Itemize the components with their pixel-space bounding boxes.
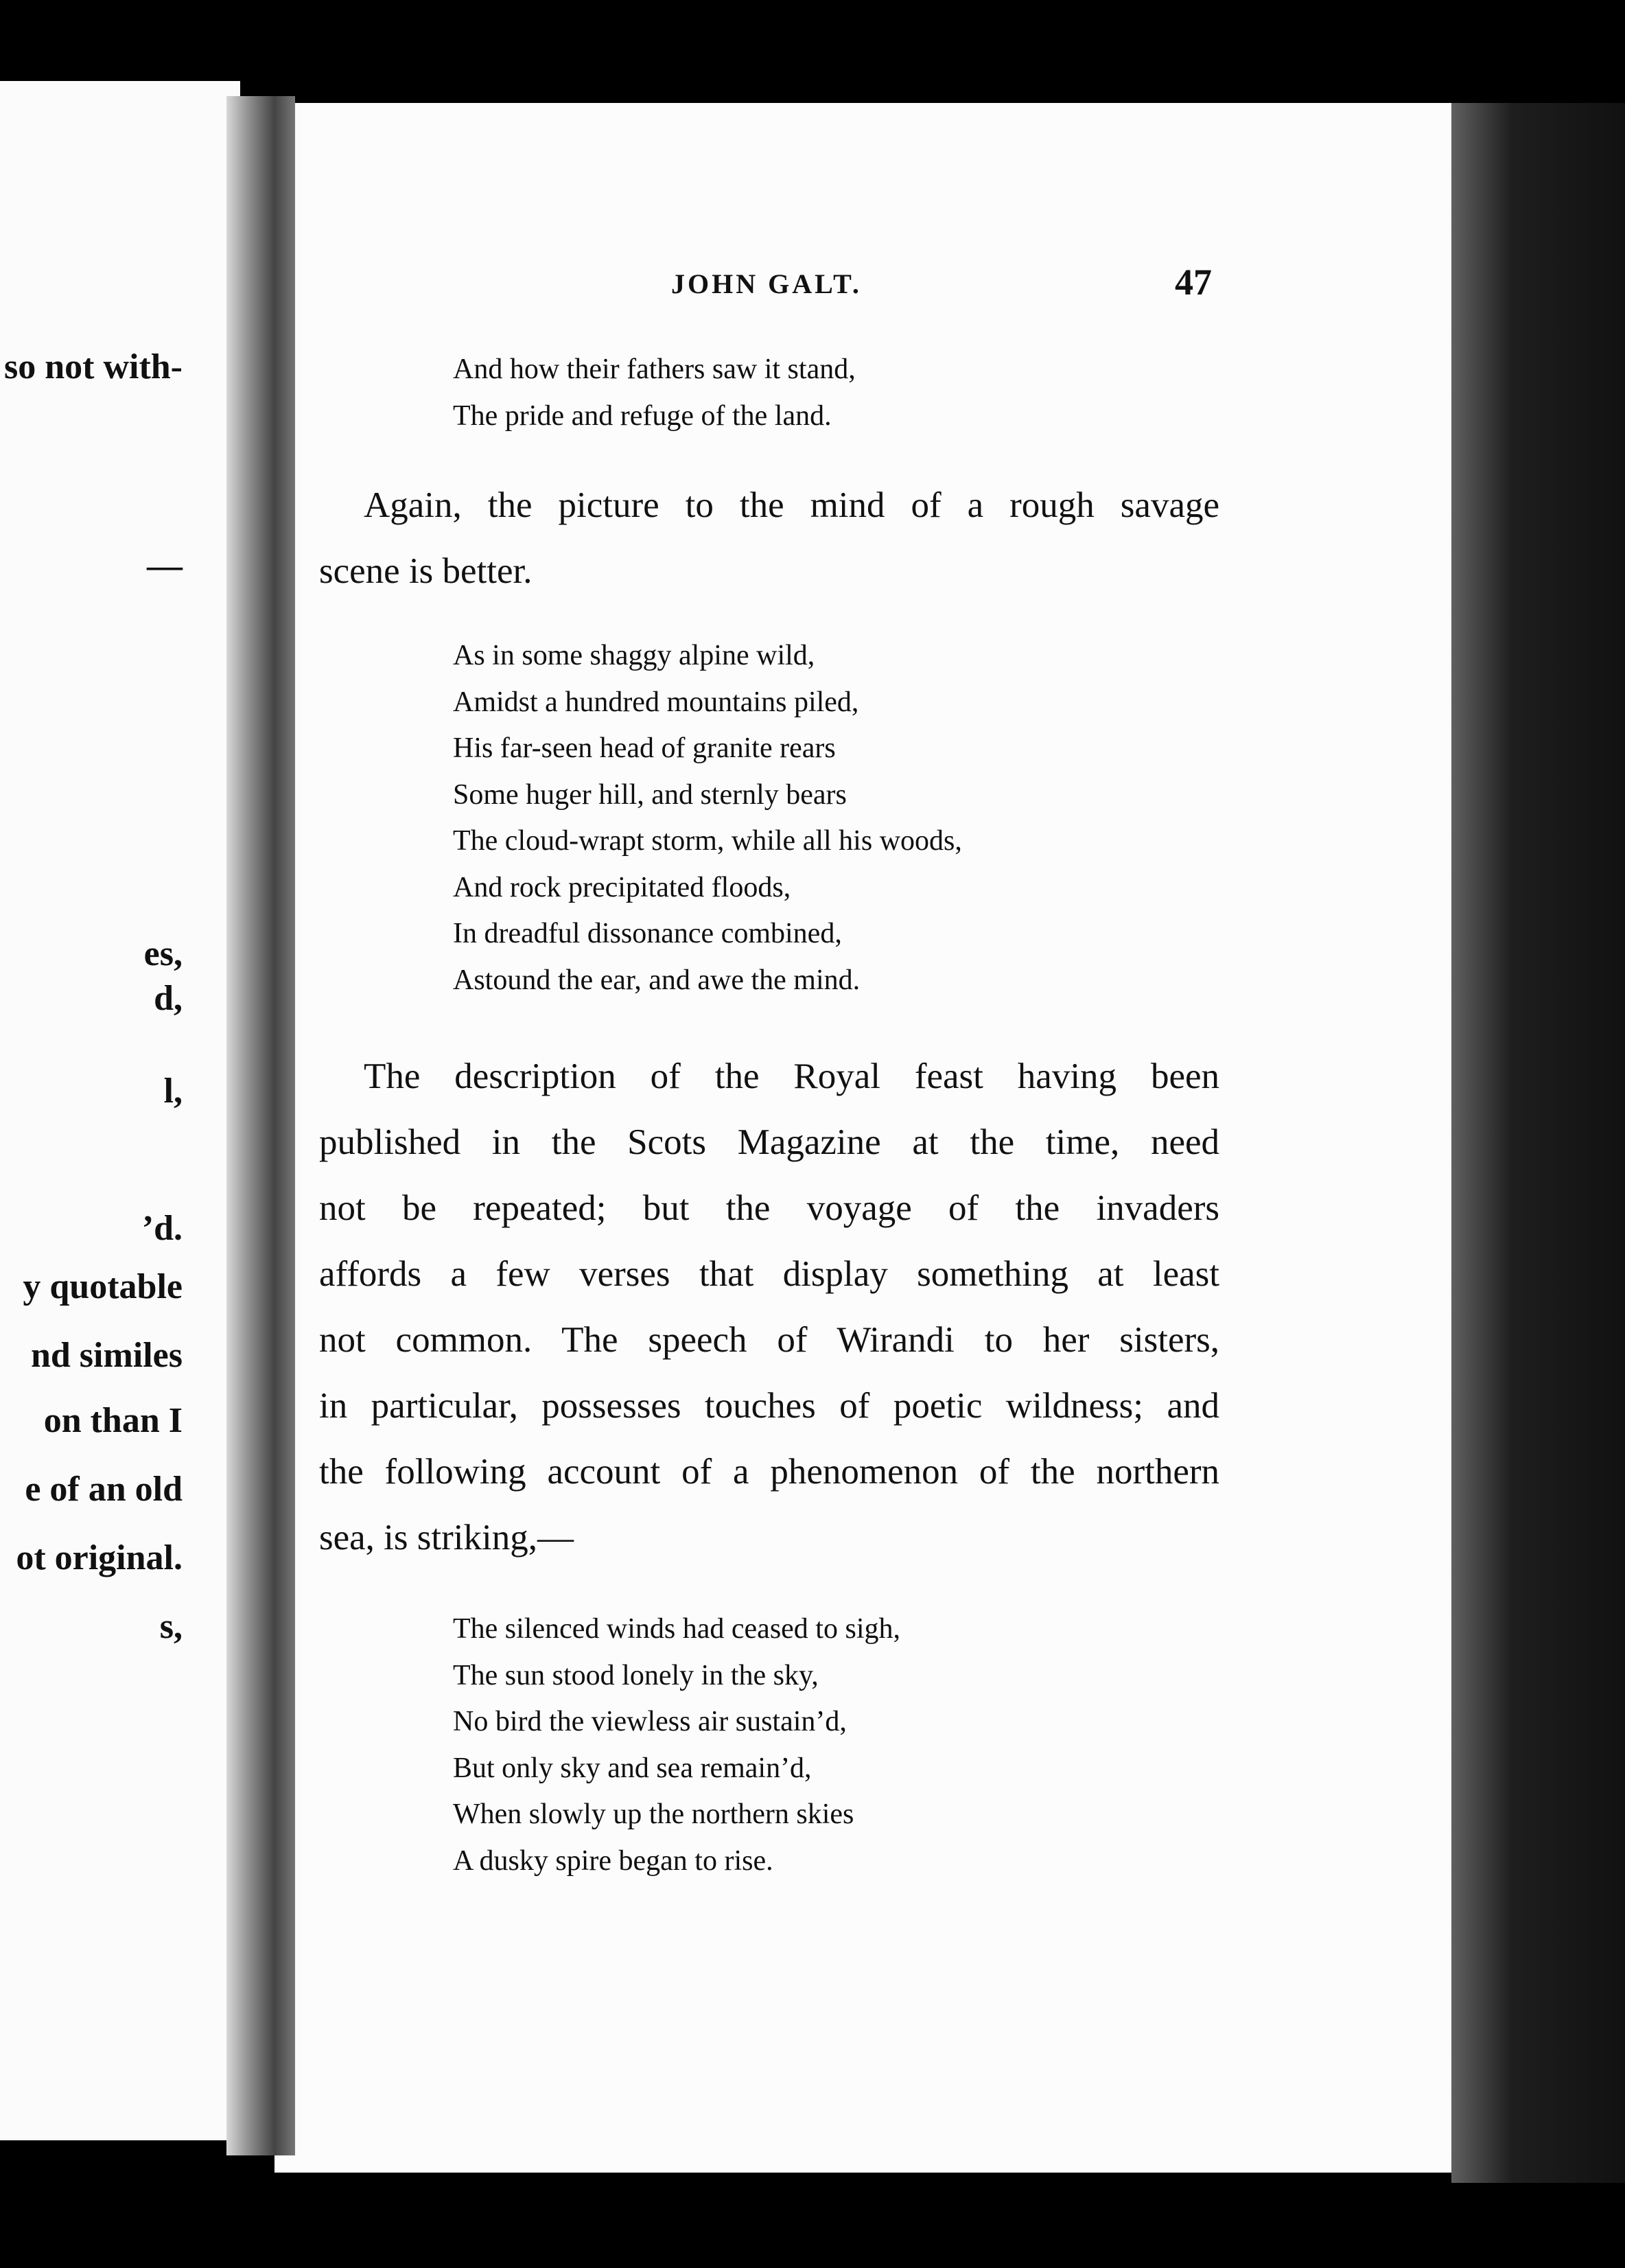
bleed-through — [1009, 367, 1016, 400]
prose-line: not common. The speech of Wirandi to her sisters, — [319, 1320, 1219, 1360]
verse-line: But only sky and sea remain’d, — [453, 1752, 812, 1784]
verse-line: The pride and refuge of the land. — [453, 400, 832, 432]
verse-line: Some huger hill, and sternly bears — [453, 778, 847, 811]
verse-line: No bird the viewless air sustain’d, — [453, 1706, 847, 1737]
left-page-fragment: nd similes — [30, 1336, 183, 1375]
verse-line: And how their fathers saw it stand, — [453, 354, 856, 385]
prose-line: The description of the Royal feast having been — [364, 1056, 1219, 1096]
prose-line: affords a few verses that display something at least — [319, 1254, 1219, 1294]
verse-block-3 — [453, 1606, 900, 1884]
left-page-fragment: s, — [159, 1607, 183, 1646]
verse-block-1 — [453, 347, 856, 439]
prose-line: published in the Scots Magazine at the time, need — [319, 1122, 1219, 1162]
verse-line: The sun stood lonely in the sky, — [453, 1659, 819, 1691]
left-page-fragment: e of an old — [25, 1470, 183, 1509]
left-page-fragment: ot original. — [16, 1538, 183, 1577]
left-page — [0, 81, 240, 2140]
verse-line: Astound the ear, and awe the mind. — [453, 964, 861, 996]
prose-line: in particular, possesses touches of poetic wildness; and — [319, 1386, 1219, 1426]
left-page-fragment: d, — [154, 979, 183, 1018]
prose-line: Again, the picture to the mind of a rough savage — [364, 485, 1219, 525]
left-page-fragment: es, — [143, 934, 183, 973]
paragraph-2 — [319, 1043, 1219, 1571]
book-gutter — [226, 96, 295, 2155]
left-page-fragment: so not with- — [3, 347, 183, 386]
verse-line: Amidst a hundred mountains piled, — [453, 686, 859, 718]
verse-line: As in some shaggy alpine wild, — [453, 640, 815, 671]
left-page-fragment: — — [147, 546, 183, 586]
prose-line: not be repeated; but the voyage of the invaders — [319, 1188, 1219, 1228]
verse-line: In dreadful dissonance combined, — [453, 918, 842, 949]
page-edge-shadow — [1451, 103, 1625, 2183]
verse-line: A dusky spire began to rise. — [453, 1844, 773, 1877]
verse-line: His far-seen head of granite rears — [453, 732, 836, 764]
prose-line: scene is better. — [319, 551, 533, 591]
left-page-fragment: l, — [163, 1072, 183, 1111]
prose-line: the following account of a phenomenon of the northern — [319, 1452, 1219, 1492]
paragraph-1 — [319, 472, 1219, 604]
left-page-fragment: ’d. — [141, 1209, 183, 1248]
running-title: JOHN GALT. — [671, 268, 862, 299]
verse-line: When slowly up the northern skies — [453, 1798, 854, 1830]
verse-line: The silenced winds had ceased to sigh, — [453, 1613, 900, 1645]
left-page-fragment: on than I — [43, 1401, 183, 1440]
left-page-fragment: y quotable — [23, 1267, 183, 1306]
prose-line: sea, is striking,— — [319, 1518, 574, 1558]
page-number: 47 — [1175, 262, 1212, 303]
verse-block-2 — [453, 633, 962, 1004]
verse-line: The cloud-wrapt storm, while all his woods, — [453, 825, 962, 857]
verse-line: And rock precipitated floods, — [453, 871, 791, 903]
